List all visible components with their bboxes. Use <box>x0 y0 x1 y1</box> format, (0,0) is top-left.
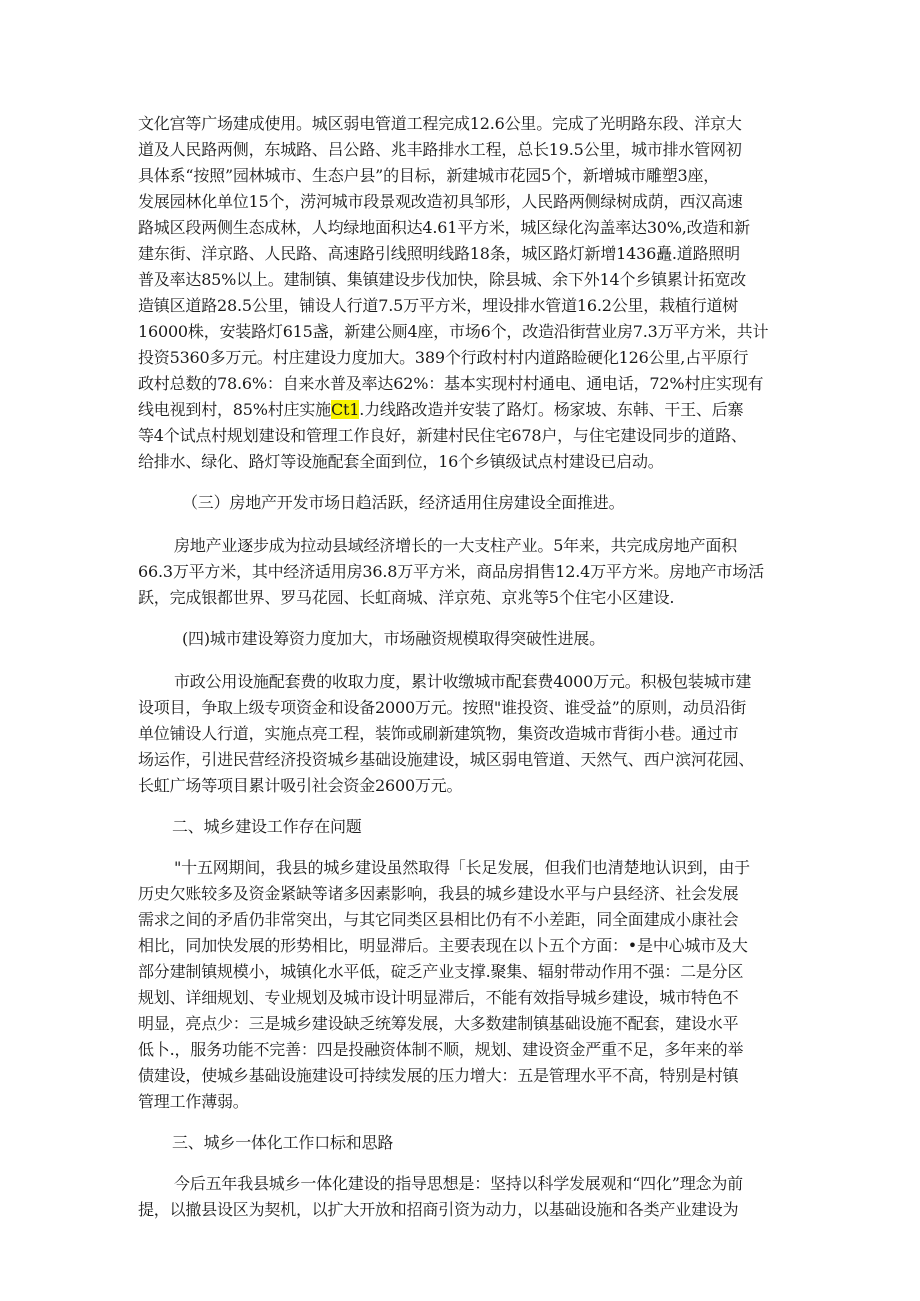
text-line: 部分建制镇规模小，城镇化水平低，碇乏产业支撑.聚集、辐射带动作用不强：二是分区 <box>138 962 744 981</box>
text-line: 低卜.，服务功能不完善：四是投融资体制不顺，规划、建设资金严重不足，多年来的举 <box>138 1040 744 1059</box>
text-line: 历史欠账较多及资金紧缺等诸多因素影响，我县的城乡建设水平与户县经济、社会发展 <box>138 884 739 903</box>
text-line: "十五网期间，我县的城乡建设虽然取得「长足发展，但我们也清楚地认识到，由于 <box>174 858 750 877</box>
text-line: 明显，亮点少：三是城乡建设缺乏统筹发展，大多数建制镇基础设施不配套，建设水平 <box>138 1014 739 1033</box>
text-line: 长虹广场等项目累计吸引社会资金2600万元。 <box>138 776 463 795</box>
text-line: 市政公用设施配套费的收取力度，累计收缴城市配套费4000万元。积极包装城市建 <box>174 672 752 691</box>
text-line: 投资5360多万元。村庄建设力度加大。389个行政村村内道路睑硬化126公里,占平原行 <box>138 348 749 367</box>
text-line: 给排水、绿化、路灯等设施配套全面到位，16个乡镇级试点村建设已启动。 <box>138 452 664 471</box>
subheading: (四)城市建设筹资力度加大，市场融资规模取得突破性进展。 <box>182 629 605 648</box>
text-line: 提，以撤县设区为契机，以扩大开放和招商引资为动力，以基础设施和各类产业建设为 <box>138 1200 739 1219</box>
subheading: （三）房地产开发市场日趋活跃，经济适用住房建设全面推进。 <box>182 493 625 512</box>
text-line: 16000株，安装路灯615盏，新建公厕4座，市场6个，改造沿街营业房7.3万平方米，共计 <box>138 322 769 341</box>
text-line: 设项目，争取上级专项资金和设备2000万元。按照"谁投资、谁受益”的原则，动员沿街 <box>138 698 747 717</box>
text-line: 场运作，引进民营经济投资城乡基础设施建设，城区弱电管道、天然气、西户滨河花园、 <box>138 750 755 769</box>
text-line: 路城区段两侧生态成林，人均绿地面积达4.61平方米，城区绿化沟盖率达30%,改造和新 <box>138 218 750 237</box>
text-line: 造镇区道路28.5公里，铺设人行道7.5万平方米，埋设排水管道16.2公里，栽植行道树 <box>138 296 739 315</box>
text-line: 发展园林化单位15个，涝河城市段景观改造初具邹形，人民路两侧绿树成荫，西汉高速 <box>138 192 743 211</box>
text-line: 跃，完成银都世界、罗马花园、长虹商城、洋京苑、京兆等5个住宅小区建设. <box>138 588 675 607</box>
text-line: 道及人民路两侧，东城路、吕公路、兆丰路排水工程，总长19.5公里，城市排水管网初 <box>138 140 742 159</box>
text-line: 单位铺设人行道，实施点亮工程，装饰或刷新建筑物，集资改造城市背街小巷。通过市 <box>138 724 739 743</box>
section-title: 三、城乡一体化工作口标和思路 <box>172 1133 394 1152</box>
text-line: 建东街、洋京路、人民路、高速路引线照明线路18条，城区路灯新增1436矗.道路照明 <box>138 244 740 263</box>
text-line: 66.3万平方米，其中经济适用房36.8万平方米，商品房捐售12.4万平方米。房地产市场活 <box>138 562 764 581</box>
text-line: 管理工作薄弱。 <box>138 1092 249 1111</box>
text-line: 具体系“按照”园林城市、生态户县”的目标，新建城市花园5个，新增城市雕塑3座， <box>138 166 720 185</box>
section-title: 二、城乡建设工作存在问题 <box>172 817 362 836</box>
text-line: 普及率达85%以上。建制镇、集镇建设步伐加快，除县城、余下外14个乡镇累计拓宽改 <box>138 270 746 289</box>
text-line: 政村总数的78.6%：自来水普及率达62%：基本实现村村通电、通电话，72%村庄实现有 <box>138 374 764 393</box>
text-line: 相比，同加快发展的形势相比，明显滞后。主要表现在以卜五个方面：•是中心城市及大 <box>138 936 748 955</box>
text-line: 今后五年我县城乡一体化建设的指导思想是：坚持以科学发展观和“四化”理念为前 <box>174 1174 743 1193</box>
text-line: 债建设，使城乡基础设施建设可持续发展的压力增大：五是管理水平不高，特别是村镇 <box>138 1066 739 1085</box>
text-segment: 线电视到村，85%村庄实施 <box>138 400 331 419</box>
highlighted-text: Ct1 <box>330 400 360 419</box>
text-line: 需求之间的矛盾仍非常突出，与其它同类区县相比仍有不小差距，同全面建成小康社会 <box>138 910 739 929</box>
text-line: 规划、详细规划、专业规划及城市设计明显滞后，不能有效指导城乡建设，城市特色不 <box>138 988 739 1007</box>
text-line: 等4个试点村规划建设和管理工作良好，新建村民住宅678户，与住宅建设同步的道路、 <box>138 426 747 445</box>
text-line: 文化宫等广场建成使用。城区弱电管道工程完成12.6公里。完成了光明路东段、洋京大 <box>138 114 742 133</box>
text-line-highlighted <box>138 399 743 421</box>
text-line: 房地产业逐步成为拉动县域经济增长的一大支柱产业。5年来，共完成房地产面积 <box>174 536 737 555</box>
text-segment: .力线路改造并安装了路灯。杨家坡、东韩、干王、后寨 <box>359 400 744 419</box>
